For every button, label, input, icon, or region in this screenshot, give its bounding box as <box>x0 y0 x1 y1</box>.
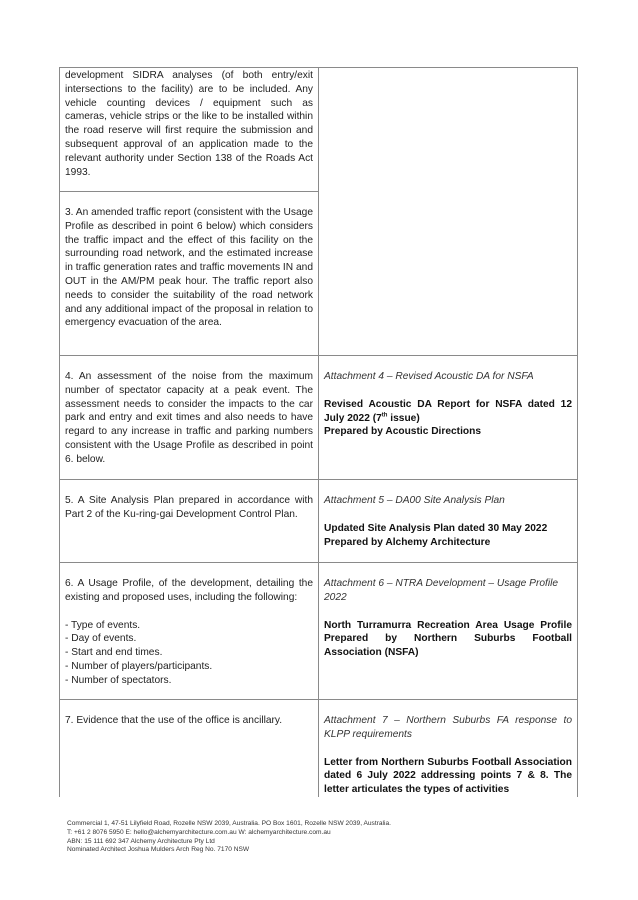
attachment-5-label: Attachment 5 – DA00 Site Analysis Plan <box>324 495 505 506</box>
list-item: - Number of spectators. <box>65 674 172 686</box>
list-item: - Start and end times. <box>65 647 163 659</box>
requirement-6-intro: 6. A Usage Profile, of the development, detailing the existing and proposed uses, including the following: <box>65 578 313 603</box>
requirements-table <box>59 67 577 797</box>
acoustic-report-author: Prepared by Acoustic Directions <box>324 426 482 438</box>
table-border-left <box>59 67 60 797</box>
table-border-right <box>577 67 578 797</box>
row-divider <box>59 479 578 480</box>
requirement-2-continued: development SIDRA analyses (of both entry/exit intersections to the facility) are to be included. Any vehicle counting devices / equipment such as cameras, vehicle strips or the like to be installed within the road reserve will first require the submission and subsequent approval of an application made to the relevant authority under Section 138 of the Roads Act 1993. <box>65 70 313 178</box>
site-plan-title: Updated Site Analysis Plan dated 30 May 2022 <box>324 522 548 534</box>
footer-abn: ABN: 15 111 692 347 Alchemy Architecture Pty Ltd <box>67 837 215 845</box>
row-divider <box>59 355 578 356</box>
response-4 <box>324 370 572 439</box>
requirement-3: 3. An amended traffic report (consistent with the Usage Profile as described in point 6 below) which considers the traffic impact and the effect of this facility on the surrounding road network, and the estimated increase in traffic generation rates and traffic movements IN and OUT in the AM/PM peak hour. The traffic report also needs to consider the suitability of the road network and any additional impact of the proposal in relation to emergency evacuation of the area. <box>65 207 313 329</box>
usage-profile-title: North Turramurra Recreation Area Usage Profile Prepared by Northern Suburbs Football Association (NSFA) <box>324 619 572 659</box>
attachment-4-label: Attachment 4 – Revised Acoustic DA for NSFA <box>324 371 534 382</box>
row-divider <box>59 562 578 563</box>
attachment-7-label: Attachment 7 – Northern Suburbs FA response to KLPP requirements <box>324 715 572 740</box>
response-7 <box>324 714 572 797</box>
response-5 <box>324 494 572 549</box>
requirement-6 <box>65 577 313 688</box>
usage-profile-list <box>65 619 313 688</box>
list-item: - Day of events. <box>65 633 137 645</box>
footer-contact: T: +61 2 8076 5950 E: hello@alchemyarchitecture.com.au W: alchemyarchitecture.com.au <box>67 828 331 836</box>
footer-architect: Nominated Architect Joshua Mulders Arch Reg No. 7170 NSW <box>67 846 250 854</box>
list-item: - Type of events. <box>65 619 141 631</box>
row-divider <box>59 699 578 700</box>
attachment-6-label: Attachment 6 – NTRA Development – Usage Profile 2022 <box>324 578 559 603</box>
footer-address: Commercial 1, 47-51 Lilyfield Road, Rozelle NSW 2039, Australia. PO Box 1601, Rozelle NSW 2039, Australia. <box>67 820 391 827</box>
row-divider-left <box>59 191 319 192</box>
requirement-7: 7. Evidence that the use of the office is ancillary. <box>65 715 283 726</box>
acoustic-report-title: Revised Acoustic DA Report for NSFA dated 12 July 2022 (7th issue) <box>324 398 572 424</box>
response-6 <box>324 577 572 660</box>
table-column-divider <box>318 67 319 797</box>
requirement-5: 5. A Site Analysis Plan prepared in accordance with Part 2 of the Ku-ring-gai Development Control Plan. <box>65 495 313 520</box>
site-plan-author: Prepared by Alchemy Architecture <box>324 536 491 548</box>
table-border-top <box>59 67 578 68</box>
nsfa-letter-description: Letter from Northern Suburbs Football Association dated 6 July 2022 addressing points 7 & 8. The letter articulates the types of activities <box>324 756 572 796</box>
page-footer <box>67 820 391 855</box>
requirement-4: 4. An assessment of the noise from the maximum number of spectator capacity at a peak event. The assessment needs to consider the impacts to the car park and entry and exit times and also needs to have regard to any increase in traffic and parking numbers consistent with the Usage Profile as described in point 6. below. <box>65 371 313 465</box>
list-item: - Number of players/participants. <box>65 660 213 672</box>
